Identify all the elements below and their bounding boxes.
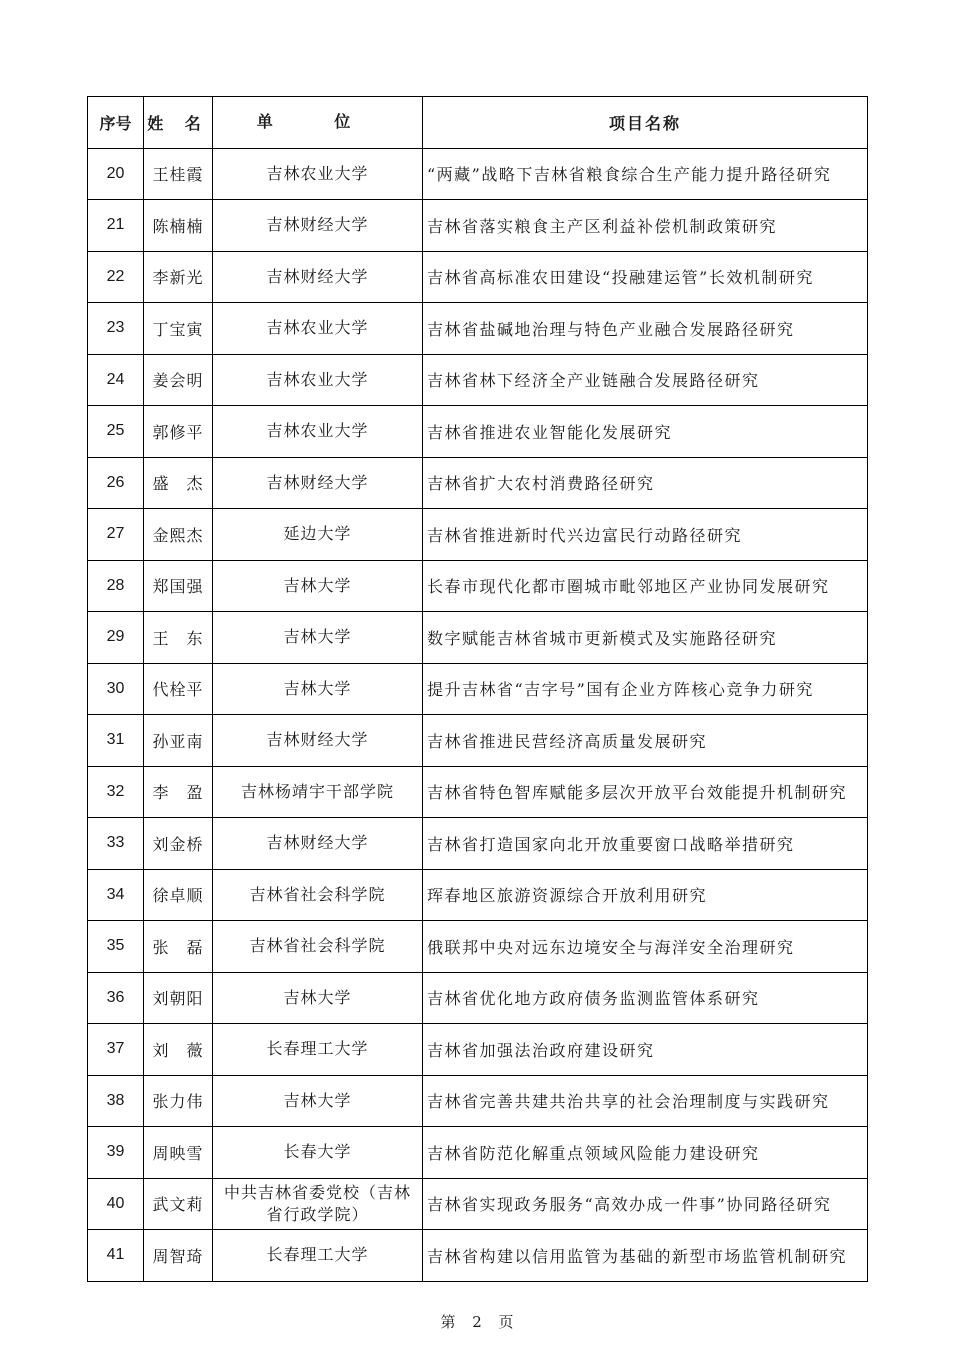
row-name: 金熙杰: [144, 509, 213, 561]
row-project: 珲春地区旅游资源综合开放利用研究: [423, 869, 868, 921]
row-unit: 吉林农业大学: [213, 354, 423, 406]
row-project: 俄联邦中央对远东边境安全与海洋安全治理研究: [423, 921, 868, 973]
table-row: [88, 972, 868, 1024]
row-name: 姜会明: [144, 354, 213, 406]
row-project: 吉林省推进民营经济高质量发展研究: [423, 715, 868, 767]
row-name: 盛 杰: [144, 457, 213, 509]
table-row: [88, 921, 868, 973]
row-no: 25: [88, 406, 144, 458]
row-no: 40: [88, 1178, 144, 1230]
row-unit: 吉林财经大学: [213, 251, 423, 303]
row-name: 周智琦: [144, 1230, 213, 1282]
row-no: 41: [88, 1230, 144, 1282]
table-row: [88, 1075, 868, 1127]
row-name: 李新光: [144, 251, 213, 303]
table-row: [88, 457, 868, 509]
row-unit: 吉林大学: [213, 972, 423, 1024]
row-unit: 延边大学: [213, 509, 423, 561]
table-row: [88, 560, 868, 612]
table-row: [88, 1178, 868, 1230]
row-unit: 吉林农业大学: [213, 303, 423, 355]
row-name: 王桂霞: [144, 148, 213, 200]
table-row: [88, 200, 868, 252]
row-no: 30: [88, 663, 144, 715]
table-row: [88, 251, 868, 303]
row-project: 数字赋能吉林省城市更新模式及实施路径研究: [423, 612, 868, 664]
row-no: 36: [88, 972, 144, 1024]
row-unit: 吉林大学: [213, 560, 423, 612]
table-row: [88, 148, 868, 200]
table-row: [88, 509, 868, 561]
row-unit: 吉林农业大学: [213, 406, 423, 458]
row-unit: 吉林财经大学: [213, 457, 423, 509]
row-project: 吉林省高标准农田建设“投融建运管”长效机制研究: [423, 251, 868, 303]
row-name: 周映雪: [144, 1127, 213, 1179]
project-table: [87, 96, 868, 1282]
row-unit: 吉林财经大学: [213, 818, 423, 870]
row-no: 37: [88, 1024, 144, 1076]
table-row: [88, 1127, 868, 1179]
table-body: [88, 148, 868, 1281]
row-unit: 吉林农业大学: [213, 148, 423, 200]
row-no: 32: [88, 766, 144, 818]
row-no: 39: [88, 1127, 144, 1179]
row-name: 张力伟: [144, 1075, 213, 1127]
row-project: 吉林省加强法治政府建设研究: [423, 1024, 868, 1076]
row-project: 吉林省优化地方政府债务监测监管体系研究: [423, 972, 868, 1024]
row-unit: 吉林财经大学: [213, 715, 423, 767]
page-number: 第 2 页: [440, 1313, 520, 1331]
row-project: 吉林省扩大农村消费路径研究: [423, 457, 868, 509]
row-name: 王 东: [144, 612, 213, 664]
row-no: 29: [88, 612, 144, 664]
row-name: 孙亚南: [144, 715, 213, 767]
table-header-row: [88, 97, 868, 149]
header-no: 序号: [88, 97, 144, 149]
row-project: 吉林省实现政务服务“高效办成一件事”协同路径研究: [423, 1178, 868, 1230]
header-name: 姓 名: [144, 97, 213, 149]
table-row: [88, 612, 868, 664]
row-project: 吉林省打造国家向北开放重要窗口战略举措研究: [423, 818, 868, 870]
row-no: 33: [88, 818, 144, 870]
row-project: 吉林省构建以信用监管为基础的新型市场监管机制研究: [423, 1230, 868, 1282]
row-no: 22: [88, 251, 144, 303]
row-no: 26: [88, 457, 144, 509]
row-unit: 长春理工大学: [213, 1024, 423, 1076]
table-row: [88, 715, 868, 767]
table-row: [88, 1230, 868, 1282]
row-unit: 吉林大学: [213, 1075, 423, 1127]
row-no: 27: [88, 509, 144, 561]
row-project: 吉林省林下经济全产业链融合发展路径研究: [423, 354, 868, 406]
row-name: 代栓平: [144, 663, 213, 715]
row-unit: 吉林大学: [213, 612, 423, 664]
row-project: 长春市现代化都市圈城市毗邻地区产业协同发展研究: [423, 560, 868, 612]
row-no: 28: [88, 560, 144, 612]
row-unit: 长春大学: [213, 1127, 423, 1179]
row-name: 武文莉: [144, 1178, 213, 1230]
table-row: [88, 869, 868, 921]
row-unit: 吉林省社会科学院: [213, 921, 423, 973]
row-project: 吉林省盐碱地治理与特色产业融合发展路径研究: [423, 303, 868, 355]
table-row: [88, 1024, 868, 1076]
row-unit: 吉林杨靖宇干部学院: [213, 766, 423, 818]
row-name: 丁宝寅: [144, 303, 213, 355]
row-project: 吉林省推进农业智能化发展研究: [423, 406, 868, 458]
row-project: 吉林省落实粮食主产区利益补偿机制政策研究: [423, 200, 868, 252]
row-unit: 吉林省社会科学院: [213, 869, 423, 921]
row-name: 刘朝阳: [144, 972, 213, 1024]
row-name: 李 盈: [144, 766, 213, 818]
row-unit: 中共吉林省委党校（吉林省行政学院）: [213, 1178, 423, 1230]
row-name: 刘 薇: [144, 1024, 213, 1076]
row-unit: 吉林财经大学: [213, 200, 423, 252]
table-row: [88, 818, 868, 870]
row-no: 20: [88, 148, 144, 200]
row-no: 21: [88, 200, 144, 252]
table-row: [88, 766, 868, 818]
row-project: 吉林省防范化解重点领域风险能力建设研究: [423, 1127, 868, 1179]
row-unit: 吉林大学: [213, 663, 423, 715]
row-project: 吉林省特色智库赋能多层次开放平台效能提升机制研究: [423, 766, 868, 818]
row-name: 郭修平: [144, 406, 213, 458]
row-project: 吉林省完善共建共治共享的社会治理制度与实践研究: [423, 1075, 868, 1127]
row-no: 35: [88, 921, 144, 973]
row-project: “两藏”战略下吉林省粮食综合生产能力提升路径研究: [423, 148, 868, 200]
table-row: [88, 406, 868, 458]
row-no: 38: [88, 1075, 144, 1127]
row-name: 陈楠楠: [144, 200, 213, 252]
table-row: [88, 663, 868, 715]
row-no: 34: [88, 869, 144, 921]
row-no: 31: [88, 715, 144, 767]
row-name: 徐卓顺: [144, 869, 213, 921]
table-row: [88, 303, 868, 355]
row-project: 提升吉林省“吉字号”国有企业方阵核心竞争力研究: [423, 663, 868, 715]
header-project: 项目名称: [423, 97, 868, 149]
row-no: 24: [88, 354, 144, 406]
row-name: 张 磊: [144, 921, 213, 973]
table-row: [88, 354, 868, 406]
header-unit: 单 位: [213, 97, 423, 149]
row-name: 郑国强: [144, 560, 213, 612]
row-name: 刘金桥: [144, 818, 213, 870]
row-no: 23: [88, 303, 144, 355]
row-unit: 长春理工大学: [213, 1230, 423, 1282]
row-project: 吉林省推进新时代兴边富民行动路径研究: [423, 509, 868, 561]
